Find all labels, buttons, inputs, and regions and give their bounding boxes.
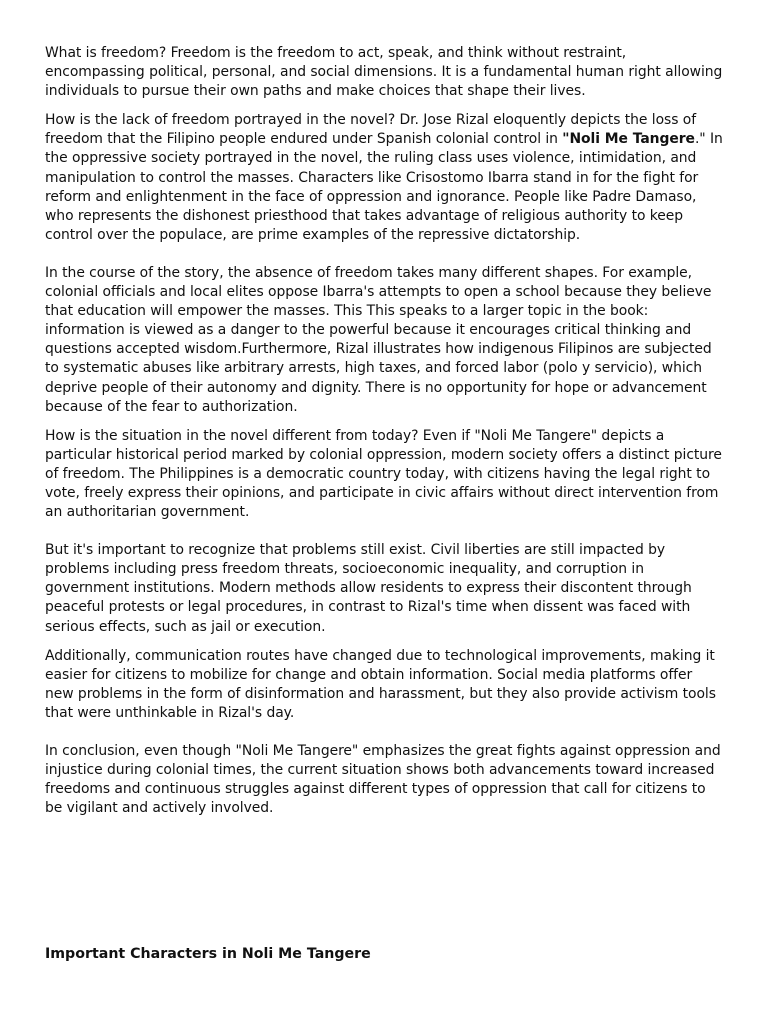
paragraph-lack-of-freedom (45, 111, 725, 245)
paragraph-spacer (45, 522, 725, 541)
paragraph-what-is-freedom: What is freedom? Freedom is the freedom to act, speak, and think without restraint, encompassing political, personal, and social dimensions. It is a fundamental human right allowing individuals to pursue their own paths and make choices that shape their lives. (45, 45, 723, 100)
paragraph-problems-exist: But it's important to recognize that problems still exist. Civil liberties are still impacted by problems including press freedom threats, socioeconomic inequality, and corruption in government institutions. Modern methods allow residents to express their discontent through peaceful protests or legal procedures, in contrast to Rizal's time when dissent was faced with serious effects, such as jail or execution. (45, 542, 692, 635)
paragraph-text: ." In the oppressive society portrayed in the novel, the ruling class uses violence, intimidation, and manipulation to control the masses. Characters like Crisostomo Ibarra stand in for the fight for reform and enlightenment in the face of oppression and ignorance. People like Padre Damaso, who represents the dishonest priesthood that takes advantage of religious authority to keep control over the populace, are prime examples of the repressive dictatorship. (45, 131, 723, 243)
paragraph-spacer (45, 417, 725, 427)
document-body (45, 44, 725, 818)
paragraph-communication: Additionally, communication routes have changed due to technological improvements, making it easier for citizens to mobilize for change and obtain information. Social media platforms offer new problems in the form of disinformation and harassment, but they also provide activism tools that were unthinkable in Rizal's day. (45, 647, 716, 721)
paragraph-text: How is the lack of freedom portrayed in the novel? Dr. Jose Rizal eloquently depicts the loss of freedom that the Filipino people endured under Spanish colonial control in (45, 112, 697, 148)
paragraph-situation-today: How is the situation in the novel different from today? Even if "Noli Me Tangere" depicts a particular historical period marked by colonial oppression, modern society offers a distinct picture of freedom. The Philippines is a democratic country today, with citizens having the legal right to vote, freely express their opinions, and participate in civic affairs without direct intervention from an authoritarian government. (45, 427, 722, 521)
paragraph-spacer (45, 101, 725, 111)
section-heading: Important Characters in Noli Me Tangere (45, 946, 371, 962)
paragraph-absence-of-freedom: In the course of the story, the absence of freedom takes many different shapes. For example, colonial officials and local elites oppose Ibarra's attempts to open a school because they believe that education will empower the masses. This This speaks to a larger topic in the book: information is viewed as a danger to the powerful because it encourages critical thinking and questions accepted wisdom.Furthermore, Rizal illustrates how indigenous Filipinos are subjected to systematic abuses like arbitrary arrests, high taxes, and forced labor (polo y servicio), which deprive people of their autonomy and dignity. There is no opportunity for hope or advancement because of the fear to authorization. (45, 264, 712, 415)
novel-title-bold: "Noli Me Tangere (562, 131, 695, 148)
paragraph-spacer (45, 637, 725, 647)
paragraph-spacer (45, 245, 725, 264)
paragraph-spacer (45, 723, 725, 742)
paragraph-conclusion: In conclusion, even though "Noli Me Tangere" emphasizes the great fights against oppression and injustice during colonial times, the current situation shows both advancements toward increased freedoms and continuous struggles against different types of oppression that call for citizens to be vigilant and actively involved. (45, 743, 721, 817)
